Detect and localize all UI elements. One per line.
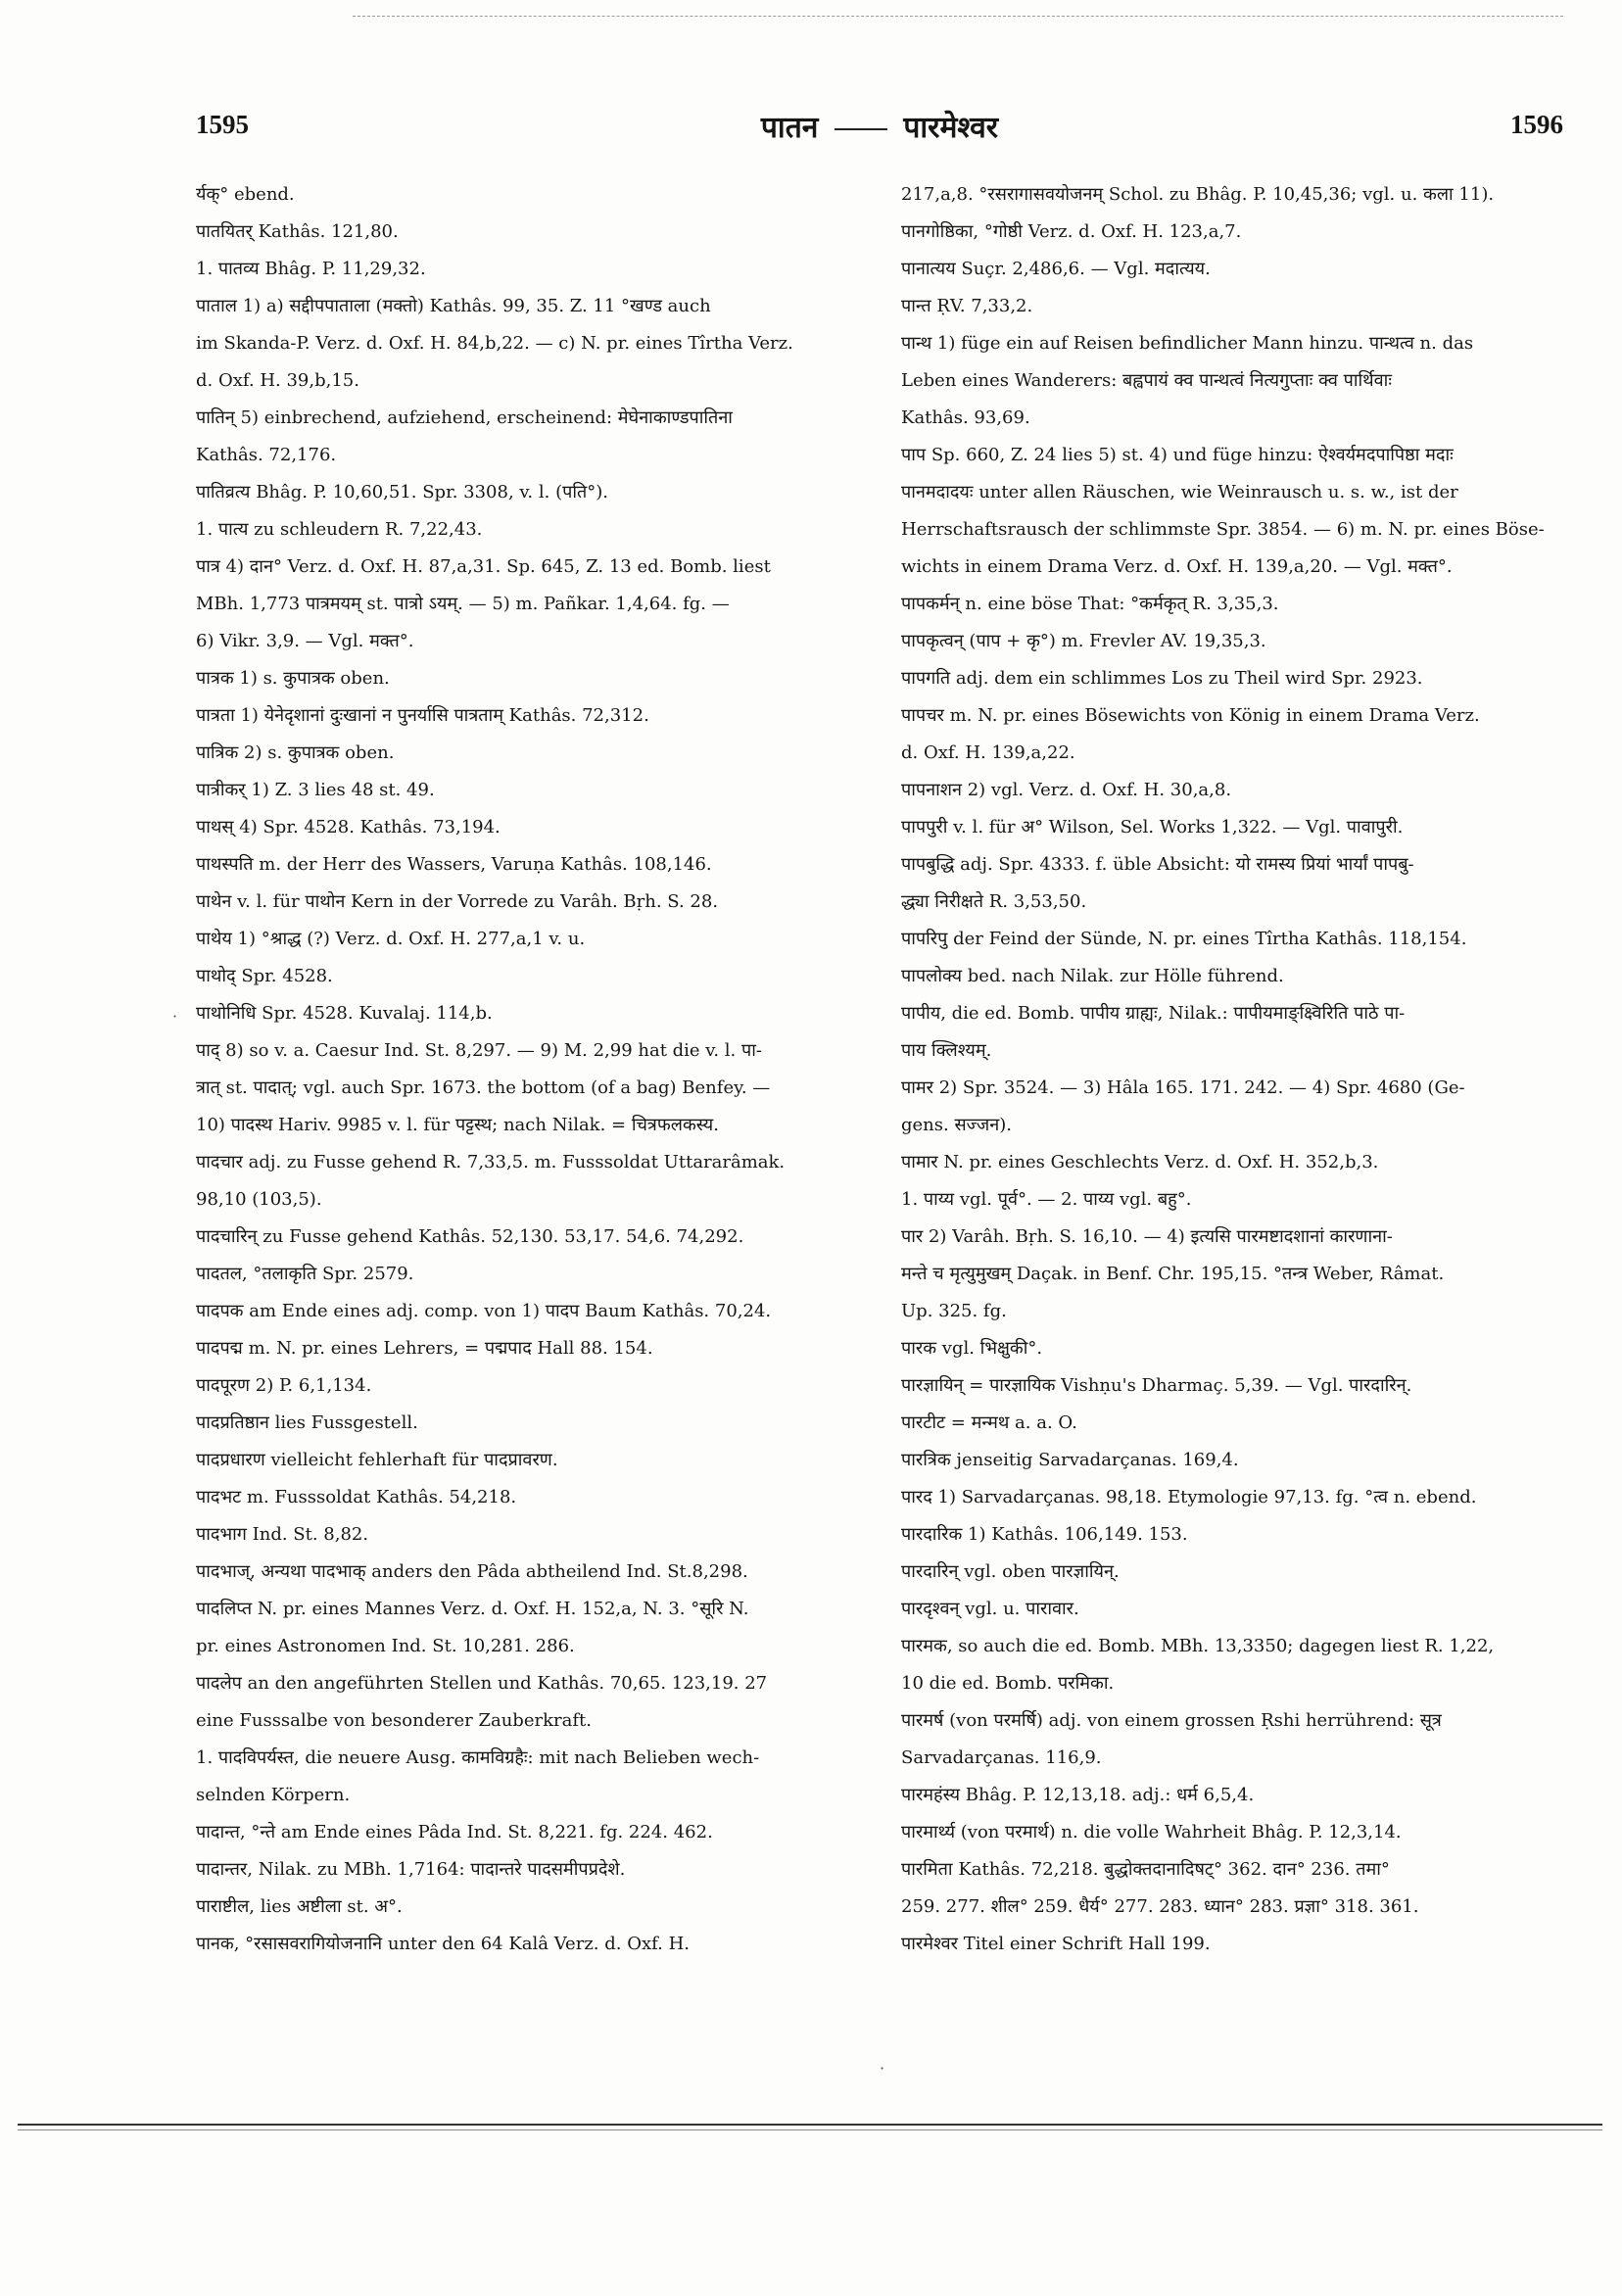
dictionary-line: 98,10 (103,5). (196, 1189, 322, 1210)
running-head-right: पारमेश्वर (903, 111, 999, 145)
dictionary-line: पादान्त, °न्ते am Ende eines Pâda Ind. St. 8,221. fg. 224. 462. (196, 1822, 713, 1842)
dictionary-line: Kathâs. 93,69. (901, 407, 1030, 428)
dictionary-line: पारक vgl. भिक्षुकी°. (901, 1338, 1043, 1359)
dictionary-line: पादभाज्, अन्यथा पादभाक् anders den Pâda abtheilend Ind. St.8,298. (196, 1561, 748, 1582)
dictionary-line: Kathâs. 72,176. (196, 445, 337, 465)
dictionary-line: Up. 325. fg. (901, 1301, 1007, 1321)
dictionary-line: पापकर्मन् n. eine böse That: °कर्मकृत् R. 3,35,3. (901, 594, 1279, 614)
dictionary-line: 1. पादविपर्यस्त, die neuere Ausg. कामविग्रहैः: mit nach Belieben wech- (196, 1747, 760, 1768)
page-header (196, 110, 1563, 149)
dictionary-line: पात्रीकर् 1) Z. 3 lies 48 st. 49. (196, 780, 435, 800)
dictionary-line: पाथेन v. l. für पाथोन Kern in der Vorrede zu Varâh. Bṛh. S. 28. (196, 891, 719, 912)
dictionary-line: पामार N. pr. eines Geschlechts Verz. d. Oxf. H. 352,b,3. (901, 1152, 1379, 1172)
dictionary-line: 217,a,8. °रसरागासवयोजनम् Schol. zu Bhâg. P. 10,45,36; vgl. u. कला 11). (901, 184, 1495, 205)
dictionary-line: Leben eines Wanderers: बह्वपायं क्व पान्थत्वं नित्यगुप्ताः क्व पार्थिवाः (901, 370, 1392, 391)
dictionary-line: Herrschaftsrausch der schlimmste Spr. 3854. — 6) m. N. pr. eines Böse- (901, 519, 1545, 540)
dictionary-line: selnden Körpern. (196, 1785, 351, 1805)
dictionary-line: र्यक्° ebend. (196, 184, 295, 205)
dictionary-line: पारद 1) Sarvadarçanas. 98,18. Etymologie 97,13. fg. °त्व n. ebend. (901, 1487, 1477, 1507)
left-column (196, 176, 891, 1963)
dictionary-line: पापबुद्धि adj. Spr. 4333. f. üble Absicht: यो रामस्य प्रियां भार्यां पापबु- (901, 854, 1414, 875)
dictionary-line: पानात्यय Suçr. 2,486,6. — Vgl. मदात्यय. (901, 259, 1211, 279)
top-rule (353, 16, 1563, 17)
dictionary-line: द्ध्या निरीक्षते R. 3,53,50. (901, 891, 1087, 912)
dictionary-line: पादचारिन् zu Fusse gehend Kathâs. 52,130. 53,17. 54,6. 74,292. (196, 1226, 744, 1247)
dictionary-line: पाथोनिधि Spr. 4528. Kuvalaj. 114,b. (196, 1003, 493, 1024)
dictionary-line: पादभाग Ind. St. 8,82. (196, 1524, 369, 1545)
dictionary-line: 1. पाय्य vgl. पूर्व°. — 2. पाय्य vgl. बहु°. (901, 1189, 1192, 1210)
dictionary-line: पानमदादयः unter allen Räuschen, wie Weinrausch u. s. w., ist der (901, 482, 1458, 502)
bottom-rule (18, 2129, 1602, 2130)
running-head (196, 106, 1563, 146)
dictionary-line: 10) पादस्थ Hariv. 9985 v. l. für पट्टस्थ; nach Nilak. = चित्रफलकस्य. (196, 1115, 719, 1135)
dictionary-line: MBh. 1,773 पात्रमयम् st. पात्रो ऽयम्. — 5) m. Pañkar. 1,4,64. fg. — (196, 594, 730, 614)
page-number-right: 1596 (1510, 110, 1563, 139)
dictionary-line: पादभट m. Fusssoldat Kathâs. 54,218. (196, 1487, 517, 1507)
dictionary-line: पापलोक्य bed. nach Nilak. zur Hölle führend. (901, 966, 1284, 986)
dictionary-line: पापकृत्वन् (पाप + कृ°) m. Frevler AV. 19,35,3. (901, 631, 1266, 651)
dictionary-line: 6) Vikr. 3,9. — Vgl. मक्त°. (196, 631, 414, 651)
dictionary-line: पापगति adj. dem ein schlimmes Los zu Theil wird Spr. 2923. (901, 668, 1423, 689)
right-column (901, 176, 1587, 1963)
dictionary-line: पारदारिन् vgl. oben पारज्ञायिन्. (901, 1561, 1120, 1582)
dictionary-line: 1. पातव्य Bhâg. P. 11,29,32. (196, 259, 426, 279)
margin-mark: · (172, 1007, 178, 1026)
dictionary-line: पातिन् 5) einbrechend, aufziehend, erscheinend: मेघेनाकाण्डपातिना (196, 407, 733, 428)
dictionary-line: पानक, °रसासवरागियोजनानि unter den 64 Kalâ Verz. d. Oxf. H. (196, 1934, 691, 1954)
dictionary-line: पान्थ 1) füge ein auf Reisen befindlicher Mann hinzu. पान्थत्व n. das (901, 333, 1474, 354)
dictionary-line: पामर 2) Spr. 3524. — 3) Hâla 165. 171. 242. — 4) Spr. 4680 (Ge- (901, 1077, 1465, 1098)
dictionary-line: पादप्रतिष्ठान lies Fussgestell. (196, 1412, 418, 1433)
dictionary-line: पात्र 4) दान° Verz. d. Oxf. H. 87,a,31. Sp. 645, Z. 13 ed. Bomb. liest (196, 556, 771, 577)
dictionary-line: पापरिपु der Feind der Sünde, N. pr. eines Tîrtha Kathâs. 118,154. (901, 929, 1467, 949)
dictionary-line: पारटीट = मन्मथ a. a. O. (901, 1412, 1077, 1433)
dictionary-line: पारदृश्वन् vgl. u. पारावार. (901, 1599, 1079, 1619)
dictionary-line: 10 die ed. Bomb. परमिका. (901, 1673, 1115, 1694)
dictionary-line: पाथोद् Spr. 4528. (196, 966, 333, 986)
dictionary-line: पादचार adj. zu Fusse gehend R. 7,33,5. m. Fusssoldat Uttararâmak. (196, 1152, 786, 1172)
running-head-left: पातन (760, 111, 819, 145)
dictionary-line: पादलेप an den angeführten Stellen und Kathâs. 70,65. 123,19. 27 (196, 1673, 768, 1694)
dictionary-line: 1. पात्य zu schleudern R. 7,22,43. (196, 519, 483, 540)
bottom-rule (18, 2124, 1602, 2126)
dictionary-line: पाताल 1) a) सद्दीपपाताला (मक्तो) Kathâs. 99, 35. Z. 11 °खण्ड auch (196, 296, 711, 316)
dictionary-line: पाथेय 1) °श्राद्ध (?) Verz. d. Oxf. H. 277,a,1 v. u. (196, 929, 586, 949)
dictionary-line: पादप्रधारण vielleicht fehlerhaft für पादप्रावरण. (196, 1450, 558, 1470)
dictionary-line: 259. 277. शील° 259. धैर्य° 277. 283. ध्यान° 283. प्रज्ञा° 318. 361. (901, 1896, 1419, 1917)
dictionary-line: पाद् 8) so v. a. Caesur Ind. St. 8,297. — 9) M. 2,99 hat die v. l. पा- (196, 1040, 762, 1061)
margin-mark: · (880, 2059, 885, 2078)
dictionary-line: पादलिप्त N. pr. eines Mannes Verz. d. Oxf. H. 152,a, N. 3. °सूरि N. (196, 1599, 749, 1619)
running-head-dash (835, 128, 887, 130)
dictionary-line: im Skanda-P. Verz. d. Oxf. H. 84,b,22. — c) N. pr. eines Tîrtha Verz. (196, 333, 793, 354)
dictionary-line: पादतल, °तलाकृति Spr. 2579. (196, 1264, 414, 1284)
dictionary-line: पात्रक 1) s. कुपात्रक oben. (196, 668, 390, 689)
dictionary-line: पातिव्रत्य Bhâg. P. 10,60,51. Spr. 3308, v. l. (पति°). (196, 482, 608, 502)
dictionary-line: पाथस् 4) Spr. 4528. Kathâs. 73,194. (196, 817, 501, 837)
dictionary-line: पाथस्पति m. der Herr des Wassers, Varuṇa Kathâs. 108,146. (196, 854, 712, 875)
dictionary-line: d. Oxf. H. 39,b,15. (196, 370, 359, 391)
dictionary-line: पातयितर् Kathâs. 121,80. (196, 221, 399, 242)
dictionary-line: पारमार्थ्य (von परमार्थ) n. die volle Wahrheit Bhâg. P. 12,3,14. (901, 1822, 1402, 1842)
dictionary-line: पाप Sp. 660, Z. 24 lies 5) st. 4) und füge hinzu: ऐश्वर्यमदपापिष्ठा मदाः (901, 445, 1454, 465)
dictionary-line: पादपूरण 2) P. 6,1,134. (196, 1375, 372, 1396)
dictionary-line: पारमक, so auch die ed. Bomb. MBh. 13,3350; dagegen liest R. 1,22, (901, 1636, 1495, 1656)
dictionary-line: मन्ते च मृत्युमुखम् Daçak. in Benf. Chr. 195,15. °तन्त्र Weber, Râmat. (901, 1264, 1445, 1284)
dictionary-line: पारमेश्वर Titel einer Schrift Hall 199. (901, 1934, 1211, 1954)
dictionary-line: Sarvadarçanas. 116,9. (901, 1747, 1102, 1768)
dictionary-line: त्रात् st. पादात्; vgl. auch Spr. 1673. the bottom (of a bag) Benfey. — (196, 1077, 771, 1098)
dictionary-line: gens. सज्जन). (901, 1115, 1013, 1135)
dictionary-line: पारत्रिक jenseitig Sarvadarçanas. 169,4. (901, 1450, 1239, 1470)
dictionary-line: पारमिता Kathâs. 72,218. बुद्धोक्तदानादिषट्° 362. दान° 236. तमा° (901, 1859, 1390, 1880)
dictionary-line: eine Fusssalbe von besonderer Zauberkraft. (196, 1710, 592, 1731)
dictionary-line: wichts in einem Drama Verz. d. Oxf. H. 139,a,20. — Vgl. मक्त°. (901, 556, 1453, 577)
dictionary-line: पान्त ṚV. 7,33,2. (901, 296, 1033, 316)
dictionary-line: d. Oxf. H. 139,a,22. (901, 742, 1075, 763)
dictionary-line: पारमर्ष (von परमर्षि) adj. von einem grossen Ṛshi herrührend: सूत्र (901, 1710, 1442, 1731)
dictionary-line: पात्रता 1) येनेदृशानां दुःखानां न पुनर्यासि पात्रताम् Kathâs. 72,312. (196, 705, 649, 726)
dictionary-line: पात्रिक 2) s. कुपात्रक oben. (196, 742, 395, 763)
dictionary-line: पादपद्म m. N. pr. eines Lehrers, = पद्मपाद Hall 88. 154. (196, 1338, 653, 1359)
dictionary-line: पाय क्लिश्यम्. (901, 1040, 992, 1061)
dictionary-line: पापचर m. N. pr. eines Bösewichts von König in einem Drama Verz. (901, 705, 1480, 726)
dictionary-line: पार 2) Varâh. Bṛh. S. 16,10. — 4) इत्यसि पारमष्टादशानां कारणाना- (901, 1226, 1393, 1247)
dictionary-line: पारज्ञायिन् = पारज्ञायिक Vishṇu's Dharmaç. 5,39. — Vgl. पारदारिन्. (901, 1375, 1412, 1396)
dictionary-line: पापीय, die ed. Bomb. पापीय ग्राह्यः, Nilak.: पापीयमाङ्क्ष्विरिति पाठे पा- (901, 1003, 1406, 1024)
dictionary-line: पारमहंस्य Bhâg. P. 12,13,18. adj.: धर्म 6,5,4. (901, 1785, 1255, 1805)
dictionary-line: पाराष्टील, lies अष्टीला st. अ°. (196, 1896, 403, 1917)
dictionary-line: पानगोष्ठिका, °गोष्ठी Verz. d. Oxf. H. 123,a,7. (901, 221, 1242, 242)
dictionary-line: पारदारिक 1) Kathâs. 106,149. 153. (901, 1524, 1188, 1545)
dictionary-line: पादपक am Ende eines adj. comp. von 1) पादप Baum Kathâs. 70,24. (196, 1301, 772, 1321)
dictionary-line: pr. eines Astronomen Ind. St. 10,281. 286. (196, 1636, 575, 1656)
page-number-left: 1595 (196, 110, 249, 139)
dictionary-line: पापपुरी v. l. für अ° Wilson, Sel. Works 1,322. — Vgl. पावापुरी. (901, 817, 1404, 837)
dictionary-line: पापनाशन 2) vgl. Verz. d. Oxf. H. 30,a,8. (901, 780, 1232, 800)
dictionary-line: पादान्तर, Nilak. zu MBh. 1,7164: पादान्तरे पादसमीपप्रदेशे. (196, 1859, 626, 1880)
